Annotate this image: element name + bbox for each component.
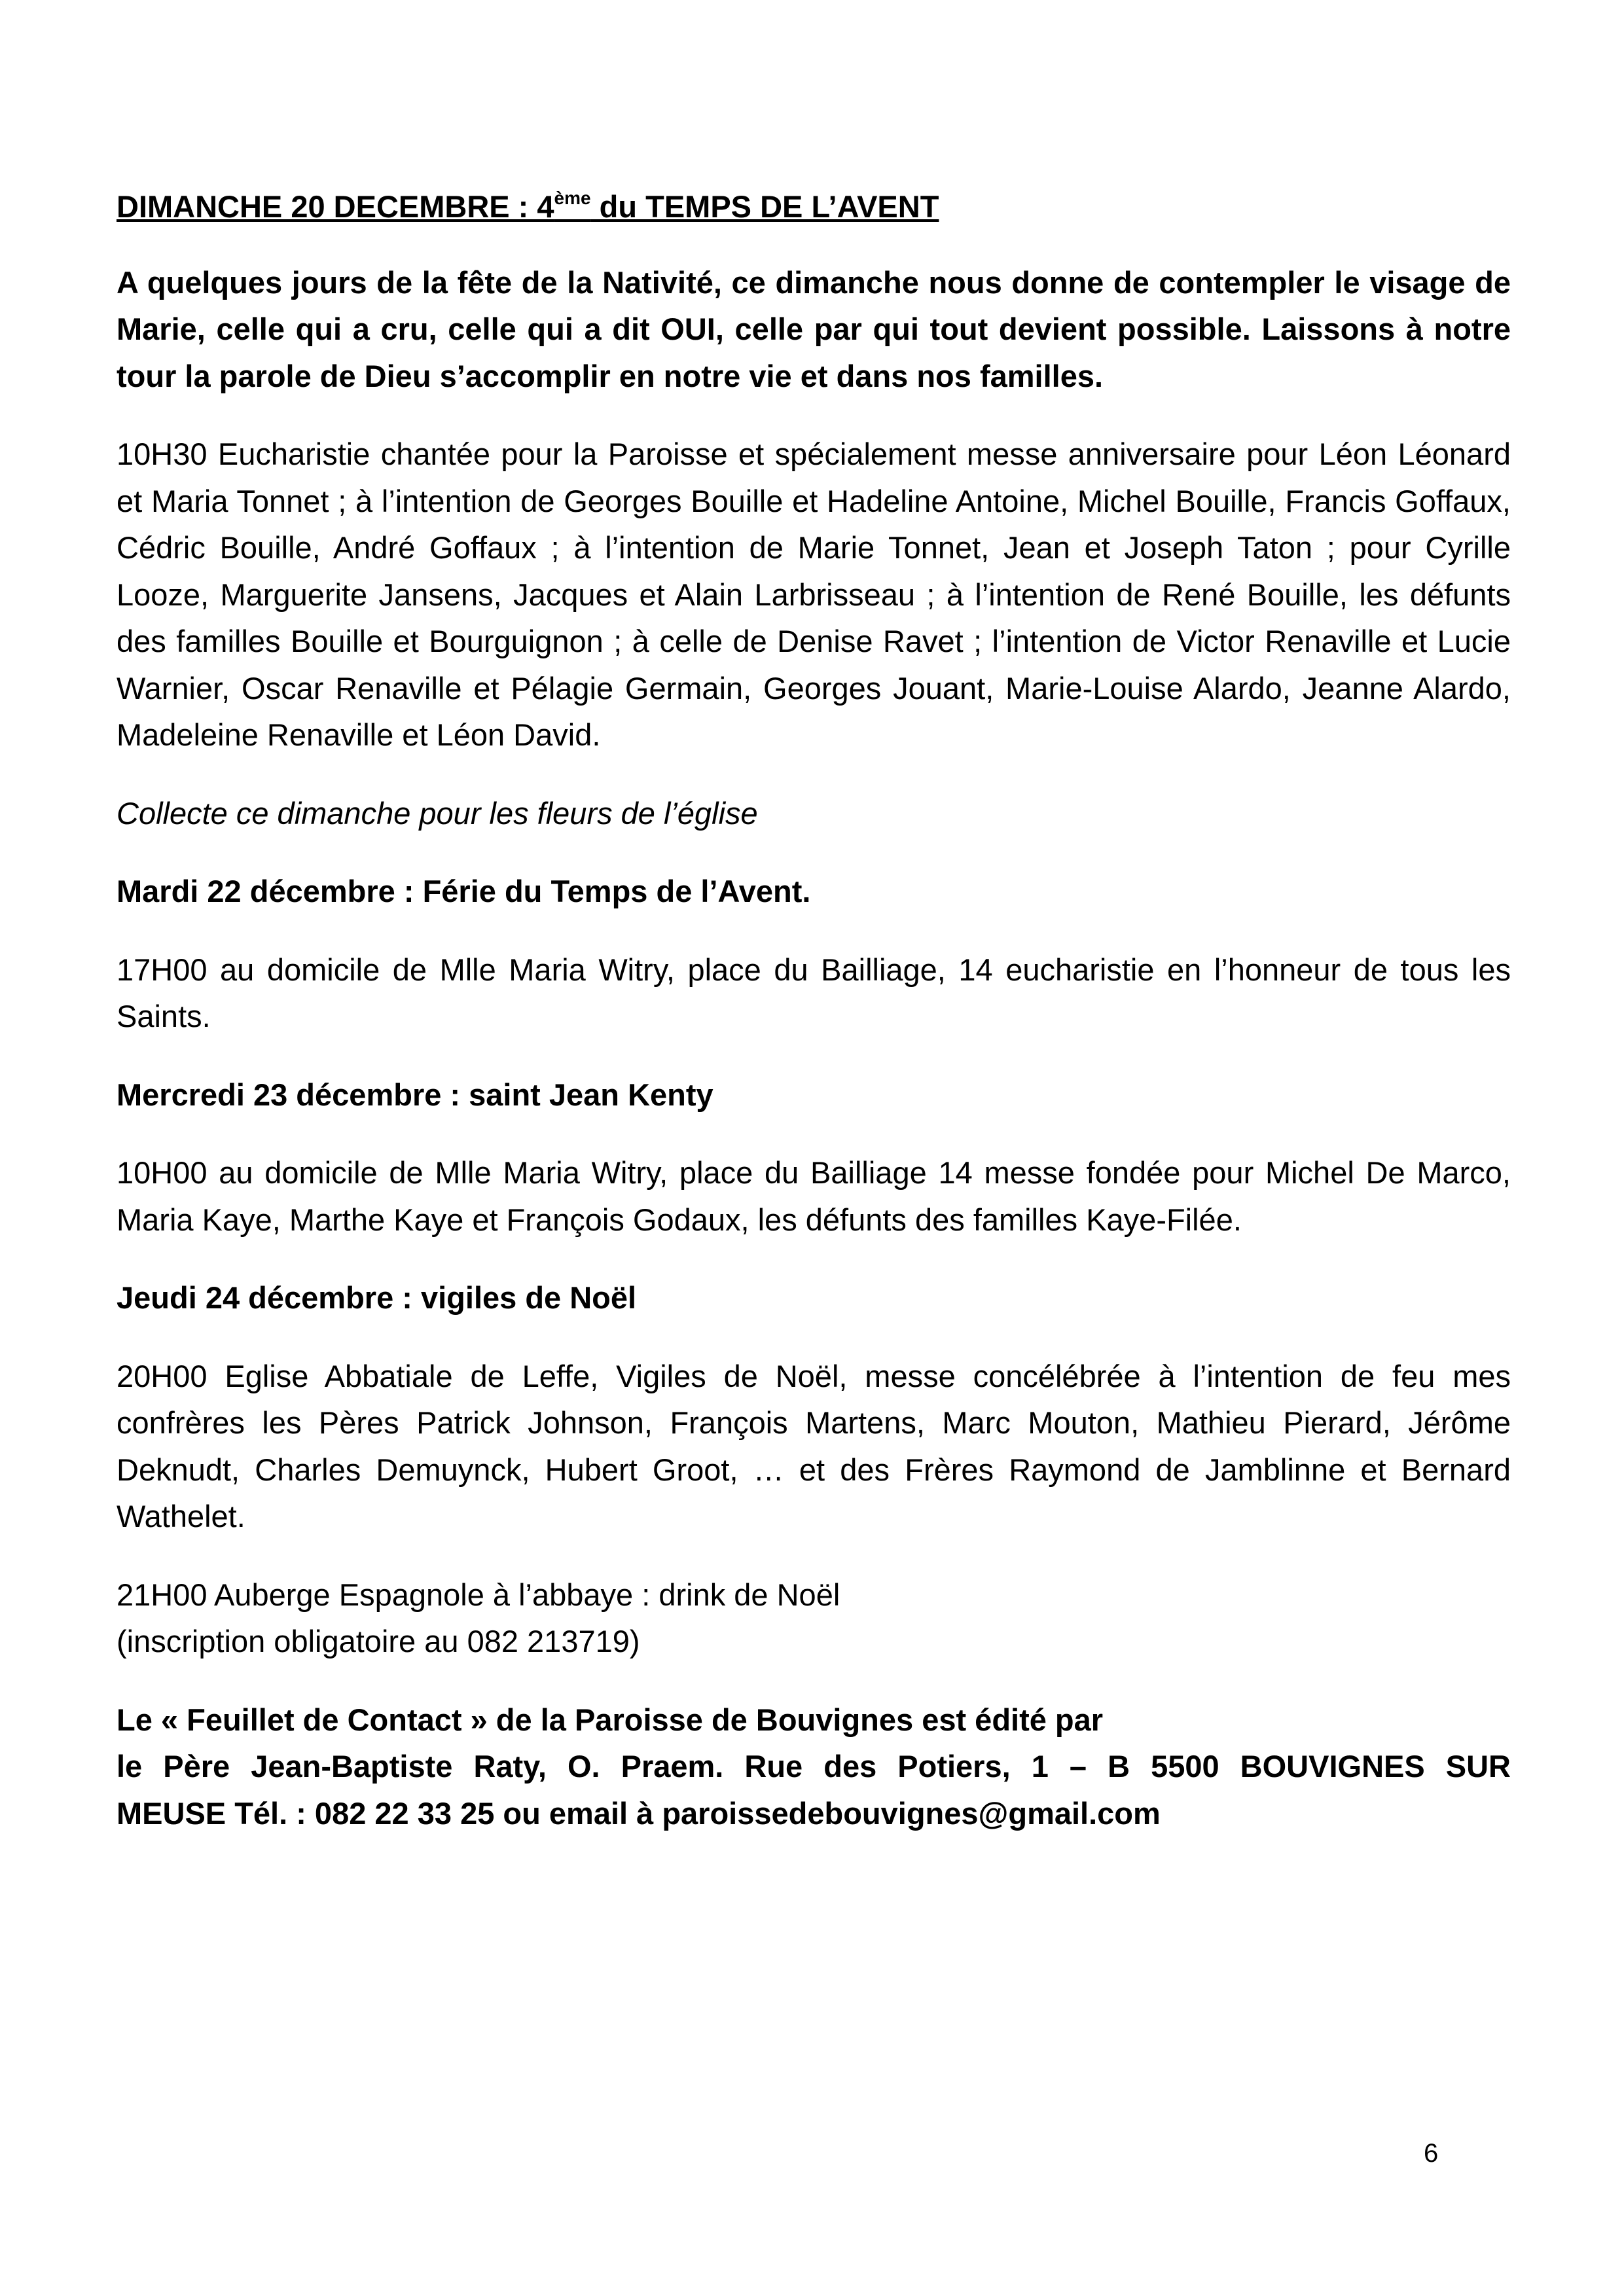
collection-note: Collecte ce dimanche pour les fleurs de l’église	[117, 795, 758, 831]
heading-text: DIMANCHE 20 DECEMBRE : 4	[117, 189, 554, 224]
heading-superscript: ème	[554, 188, 591, 208]
intro-paragraph: A quelques jours de la fête de la Nativité, ce dimanche nous donne de contempler le visage de Marie, celle qui a cru, celle qui a dit OUI, celle par qui tout devient possible. Laissons à notre tour la parole de Dieu s’accomplir en notre vie et dans nos familles.	[117, 264, 1511, 393]
page-content	[117, 183, 1511, 1868]
wednesday-text: 10H00 au domicile de Mlle Maria Witry, place du Bailliage 14 messe fondée pour Michel De Marco, Maria Kaye, Marthe Kaye et François Godaux, les défunts des familles Kaye-Filée.	[117, 1155, 1511, 1237]
sunday-mass-paragraph: 10H30 Eucharistie chantée pour la Paroisse et spécialement messe anniversaire pour Léon Léonard et Maria Tonnet ; à l’intention de Georges Bouille et Hadeline Antoine, Michel Bouille, Francis Goffaux, Cédric Bouille, André Goffaux ; à l’intention de Marie Tonnet, Jean et Joseph Taton ; pour Cyrille Looze, Marguerite Jansens, Jacques et Alain Larbrisseau ; à l’intention de René Bouille, les défunts des familles Bouille et Bourguignon ; à celle de Denise Ravet ; l’intention de Victor Renaville et Lucie Warnier, Oscar Renaville et Pélagie Germain, Georges Jouant, Marie-Louise Alardo, Jeanne Alardo, Madeleine Renaville et Léon David.	[117, 437, 1511, 752]
thursday-text: 20H00 Eglise Abbatiale de Leffe, Vigiles de Noël, messe concélébrée à l’intention de feu mes confrères les Pères Patrick Johnson, François Martens, Marc Mouton, Mathieu Pierard, Jérôme Deknudt, Charles Demuynck, Hubert Groot, … et des Frères Raymond de Jamblinne et Bernard Wathelet.	[117, 1358, 1511, 1534]
thursday-title: Jeudi 24 décembre : vigiles de Noël	[117, 1280, 637, 1315]
tuesday-text: 17H00 au domicile de Mlle Maria Witry, place du Bailliage, 14 eucharistie en l’honneur de tous les Saints.	[117, 952, 1511, 1033]
drink-paragraph	[117, 1571, 1511, 1665]
tuesday-title: Mardi 22 décembre : Férie du Temps de l’Avent.	[117, 874, 811, 908]
page-heading	[117, 183, 1511, 230]
publisher-line-3: MEUSE Tél. : 082 22 33 25 ou email à paroissedebouvignes@gmail.com	[117, 1795, 1161, 1831]
publisher-footer	[117, 1696, 1511, 1837]
registration-line: (inscription obligatoire au 082 213719)	[117, 1624, 640, 1659]
publisher-line-2: le Père Jean-Baptiste Raty, O. Praem. Rue des Potiers, 1 – B 5500 BOUVIGNES SUR	[117, 1749, 1511, 1784]
drink-line: 21H00 Auberge Espagnole à l’abbaye : drink de Noël	[117, 1577, 840, 1612]
heading-text-suffix: du TEMPS DE L’AVENT	[590, 189, 939, 224]
wednesday-title: Mercredi 23 décembre : saint Jean Kenty	[117, 1077, 713, 1112]
publisher-line-1: Le « Feuillet de Contact » de la Paroisse de Bouvignes est édité par	[117, 1702, 1104, 1737]
page-number: 6	[1424, 2139, 1439, 2168]
